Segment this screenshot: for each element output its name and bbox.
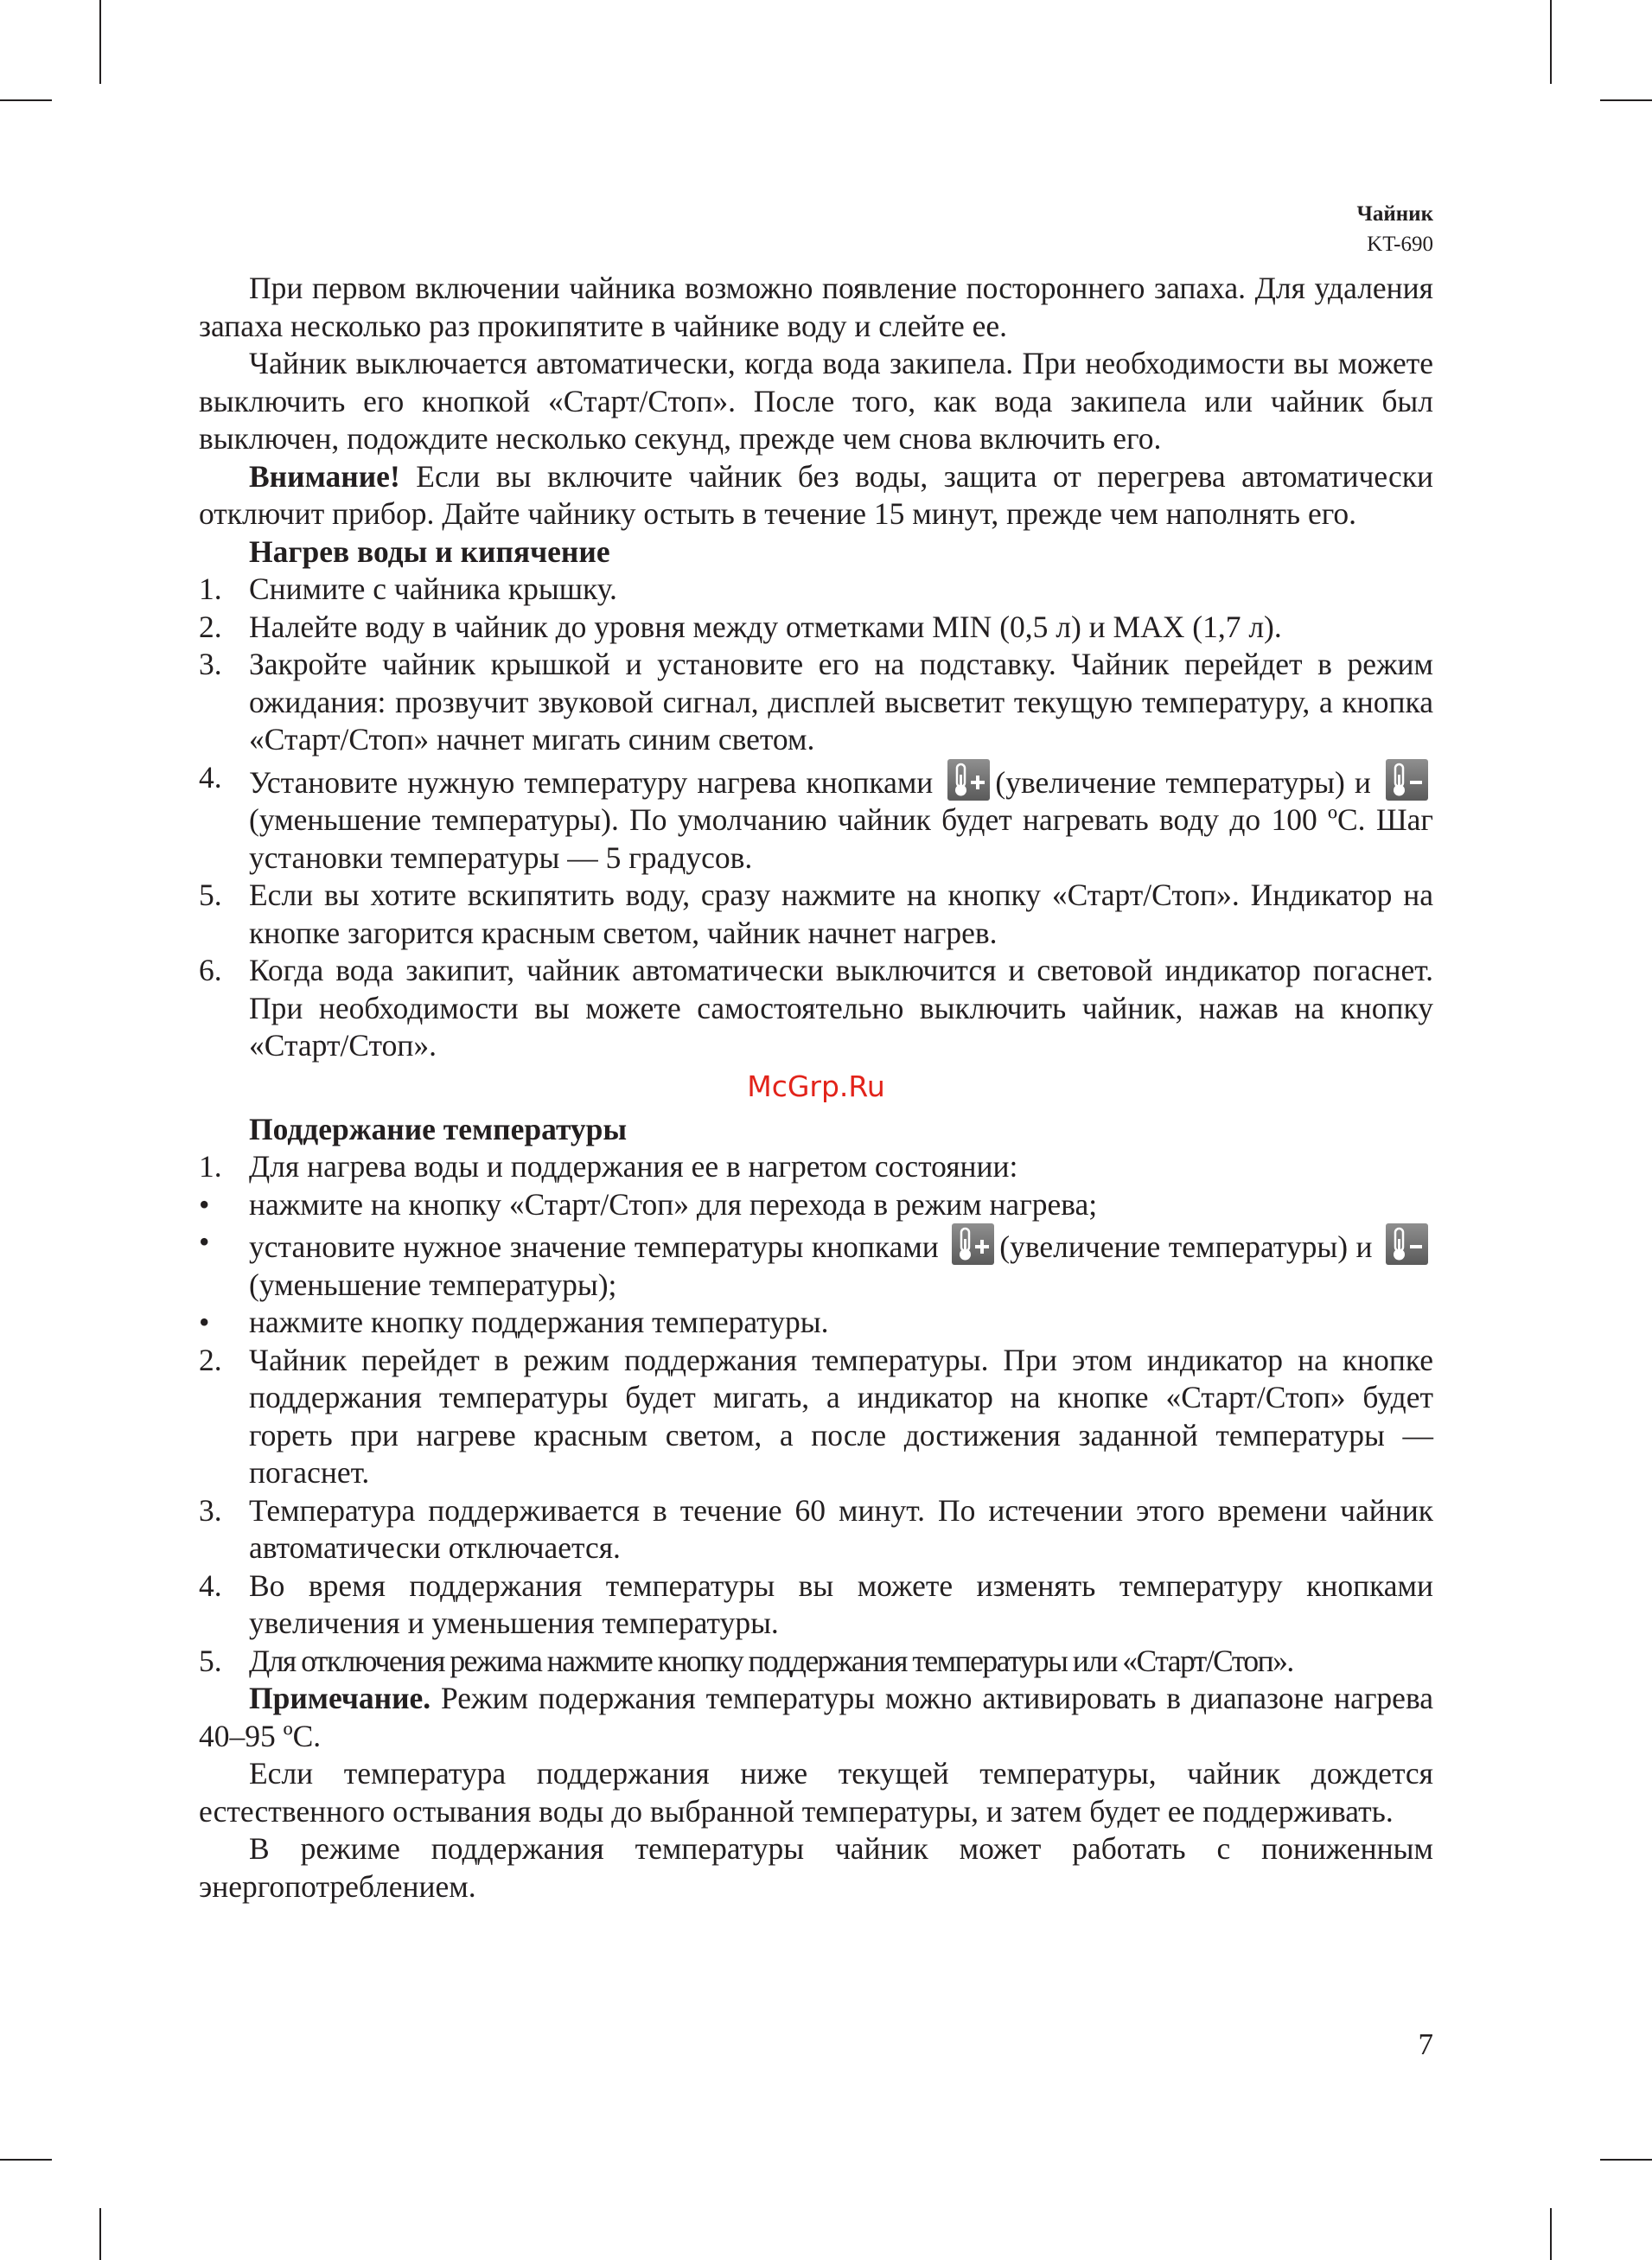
temperature-plus-icon [952,1223,994,1265]
page-number: 7 [1418,2027,1433,2061]
warning-text: Если вы включите чайник без воды, защита от перегрева автоматически отключит прибор. Дайте чайнику остыть в течение 15 минут, прежде чем наполнять его. [199,458,1433,531]
list-item: 2. Чайник перейдет в режим поддержания температуры. При этом индикатор на кнопке поддержания температуры будет мигать, а индикатор на кнопке «Старт/Стоп» будет гореть при нагреве красным светом, а после достижения заданной температуры — погаснет. [199,1342,1433,1490]
list-number: 1. [199,571,222,606]
bullet-item: • нажмите кнопку поддержания температуры. [199,1304,1433,1342]
note-label: Примечание. [249,1681,431,1715]
header-title: Чайник [1356,202,1433,226]
list-item: 3. Закройте чайник крышкой и установите его на подставку. Чайник перейдет в режим ожидания: прозвучит звуковой сигнал, дисплей высветит текущую температуру, а кнопка «Старт/Стоп» начнет мигать синим светом. [199,647,1433,757]
list-item: 4. Во время поддержания температуры вы можете изменять температуру кнопками увеличения и уменьшения температуры. [199,1567,1433,1640]
list-item: 1. Снимите с чайника крышку. [199,571,1433,609]
section-title-keep-warm: Поддержание температуры [249,1111,628,1146]
list-number: 5. [199,878,222,912]
eco-paragraph: В режиме поддержания температуры чайник может работать с пониженным энергопотреблением. [199,1831,1433,1904]
crop-mark [1600,99,1652,101]
header-model: KT-690 [1367,233,1433,256]
list-item: 1. Для нагрева воды и поддержания ее в нагретом состоянии: [199,1148,1433,1186]
crop-mark [1600,2159,1652,2161]
lower-temp-paragraph: Если температура поддержания ниже текущей температуры, чайник дождется естественного остывания воды до выбранной температуры, и затем будет ее поддерживать. [199,1756,1433,1829]
bullet-marker: • [199,1224,210,1259]
crop-mark [99,0,101,84]
list-item: 4. Установите нужную температуру нагрева кнопками (увеличение температуры) и (уменьшение температуры). По умолчанию чайник будет нагревать воду до 100 ºС. Шаг установки температуры — 5 градусов. [199,759,1433,875]
intro-paragraph-auto-off: Чайник выключается автоматически, когда вода закипела. При необходимости вы можете выключить его кнопкой «Старт/Стоп». После того, как вода закипела или чайник был выключен, подождите несколько секунд, прежде чем снова включить его. [199,346,1433,456]
list-number: 2. [199,1342,222,1377]
list-number: 4. [199,1567,222,1603]
temperature-minus-icon [1386,759,1428,801]
list-item: 5. Для отключения режима нажмите кнопку поддержания температуры или «Старт/Стоп». [199,1643,1433,1681]
list-number: 3. [199,1492,222,1528]
note-text: Режим подержания температуры можно активировать в диапазоне нагрева 40–95 ºС. [199,1681,1433,1753]
crop-mark [1550,0,1552,84]
list-item: 6. Когда вода закипит, чайник автоматически выключится и световой индикатор погаснет. При необходимости вы можете самостоятельно выключить чайник, нажав на кнопку «Старт/Стоп». [199,953,1433,1063]
heating-steps [199,571,1433,1065]
page-body [199,270,1433,1906]
list-item: 2. Налейте воду в чайник до уровня между отметками MIN (0,5 л) и MAX (1,7 л). [199,609,1433,647]
temperature-plus-icon [947,759,990,801]
note-paragraph [199,1680,1433,1755]
crop-mark [0,99,52,101]
intro-paragraph-odor: При первом включении чайника возможно появление постороннего запаха. Для удаления запаха несколько раз прокипятите в чайнике воду и слейте ее. [199,271,1433,343]
list-number: 3. [199,647,222,681]
bullet-marker: • [199,1186,210,1222]
list-number: 5. [199,1643,222,1678]
list-number: 2. [199,609,222,644]
list-number: 4. [199,759,222,795]
list-item: 5. Если вы хотите вскипятить воду, сразу нажмите на кнопку «Старт/Стоп». Индикатор на кнопке загорится красным светом, чайник начнет нагрев. [199,878,1433,950]
temperature-minus-icon [1386,1223,1428,1265]
list-number: 1. [199,1149,222,1184]
crop-mark [1550,2208,1552,2260]
watermark: McGrp.Ru [747,1069,885,1103]
keep-warm-steps [199,1148,1433,1680]
bullet-item: • установите нужное значение температуры кнопками (увеличение температуры) и (уменьшение температуры); [199,1223,1433,1304]
section-title-heating: Нагрев воды и кипячение [249,533,610,569]
warning-label: Внимание! [249,458,400,494]
warning-paragraph [199,458,1433,533]
list-item: 3. Температура поддерживается в течение 60 минут. По истечении этого времени чайник автоматически отключается. [199,1492,1433,1565]
bullet-item: • нажмите на кнопку «Старт/Стоп» для перехода в режим нагрева; [199,1186,1433,1224]
crop-mark [99,2208,101,2260]
list-number: 6. [199,953,222,987]
crop-mark [0,2159,52,2161]
bullet-marker: • [199,1305,210,1339]
